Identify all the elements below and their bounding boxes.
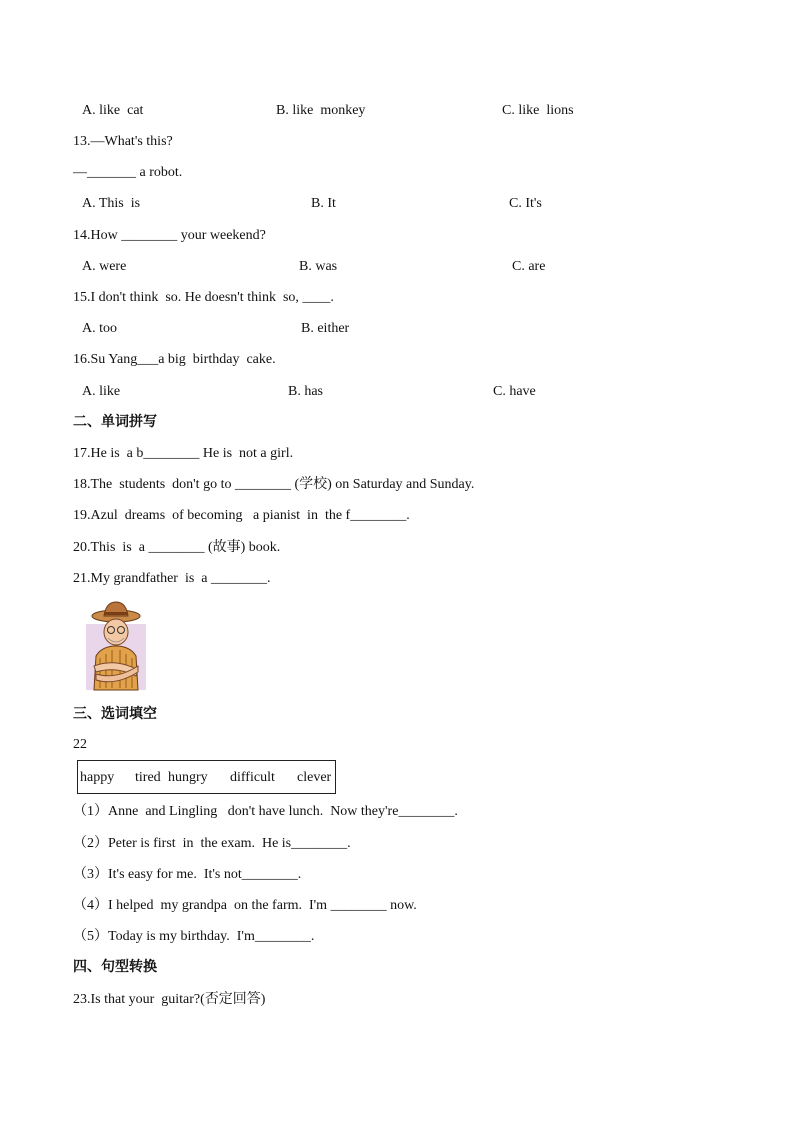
hat-band: [104, 612, 128, 615]
q16-option-a: A. like: [82, 384, 121, 399]
q14-option-a: A. were: [82, 259, 127, 274]
q15-stem: 15.I don't think so. He doesn't think so, ____.: [73, 290, 334, 305]
q14-option-b: B. was: [299, 259, 338, 274]
q13-option-a: A. This is: [82, 196, 141, 211]
q22-number: 22: [73, 737, 87, 752]
q13-option-c: C. It's: [509, 196, 542, 211]
section4-heading: 四、句型转换: [73, 959, 157, 975]
q13-option-b: B. It: [311, 196, 336, 211]
word-bank-word: tired: [135, 770, 161, 785]
word-bank-box: [77, 760, 336, 794]
q15-option-a: A. too: [82, 321, 117, 336]
q18: 18.The students don't go to ________ (学校) on Saturday and Sunday.: [73, 477, 475, 492]
q16-option-c: C. have: [493, 384, 536, 399]
word-bank-word: happy: [80, 770, 115, 785]
q21: 21.My grandfather is a ________.: [73, 571, 271, 586]
q19: 19.Azul dreams of becoming a pianist in the f________.: [73, 508, 410, 523]
section2-heading: 二、单词拼写: [73, 414, 157, 430]
q15-option-b: B. either: [301, 321, 350, 336]
q13-stem: 13.—What's this?: [73, 134, 173, 149]
q20: 20.This is a ________ (故事) book.: [73, 540, 281, 555]
q16-stem: 16.Su Yang___a big birthday cake.: [73, 352, 276, 367]
q12-option-a: A. like cat: [82, 103, 144, 118]
q12-option-c: C. like lions: [502, 103, 574, 118]
q22-1: （1）Anne and Lingling don't have lunch. Now they're________.: [73, 804, 458, 819]
q23: 23.Is that your guitar?(否定回答): [73, 992, 266, 1007]
q13-line2: —_______ a robot.: [73, 165, 183, 180]
q22-3: （3）It's easy for me. It's not________.: [73, 867, 302, 882]
section3-heading: 三、选词填空: [73, 706, 157, 722]
q14-stem: 14.How ________ your weekend?: [73, 228, 266, 243]
q12-option-b: B. like monkey: [276, 103, 366, 118]
q16-option-b: B. has: [288, 384, 323, 399]
grandfather-farmer-picture: [80, 600, 152, 692]
q22-2: （2）Peter is first in the exam. He is________.: [73, 836, 351, 851]
q22-5: （5）Today is my birthday. I'm________.: [73, 929, 315, 944]
q14-option-c: C. are: [512, 259, 546, 274]
word-bank-word: hungry: [168, 770, 208, 785]
q17: 17.He is a b________ He is not a girl.: [73, 446, 294, 461]
q22-4: （4）I helped my grandpa on the farm. I'm ________ now.: [73, 898, 417, 913]
word-bank-word: difficult: [230, 770, 275, 785]
word-bank-word: clever: [297, 770, 332, 785]
